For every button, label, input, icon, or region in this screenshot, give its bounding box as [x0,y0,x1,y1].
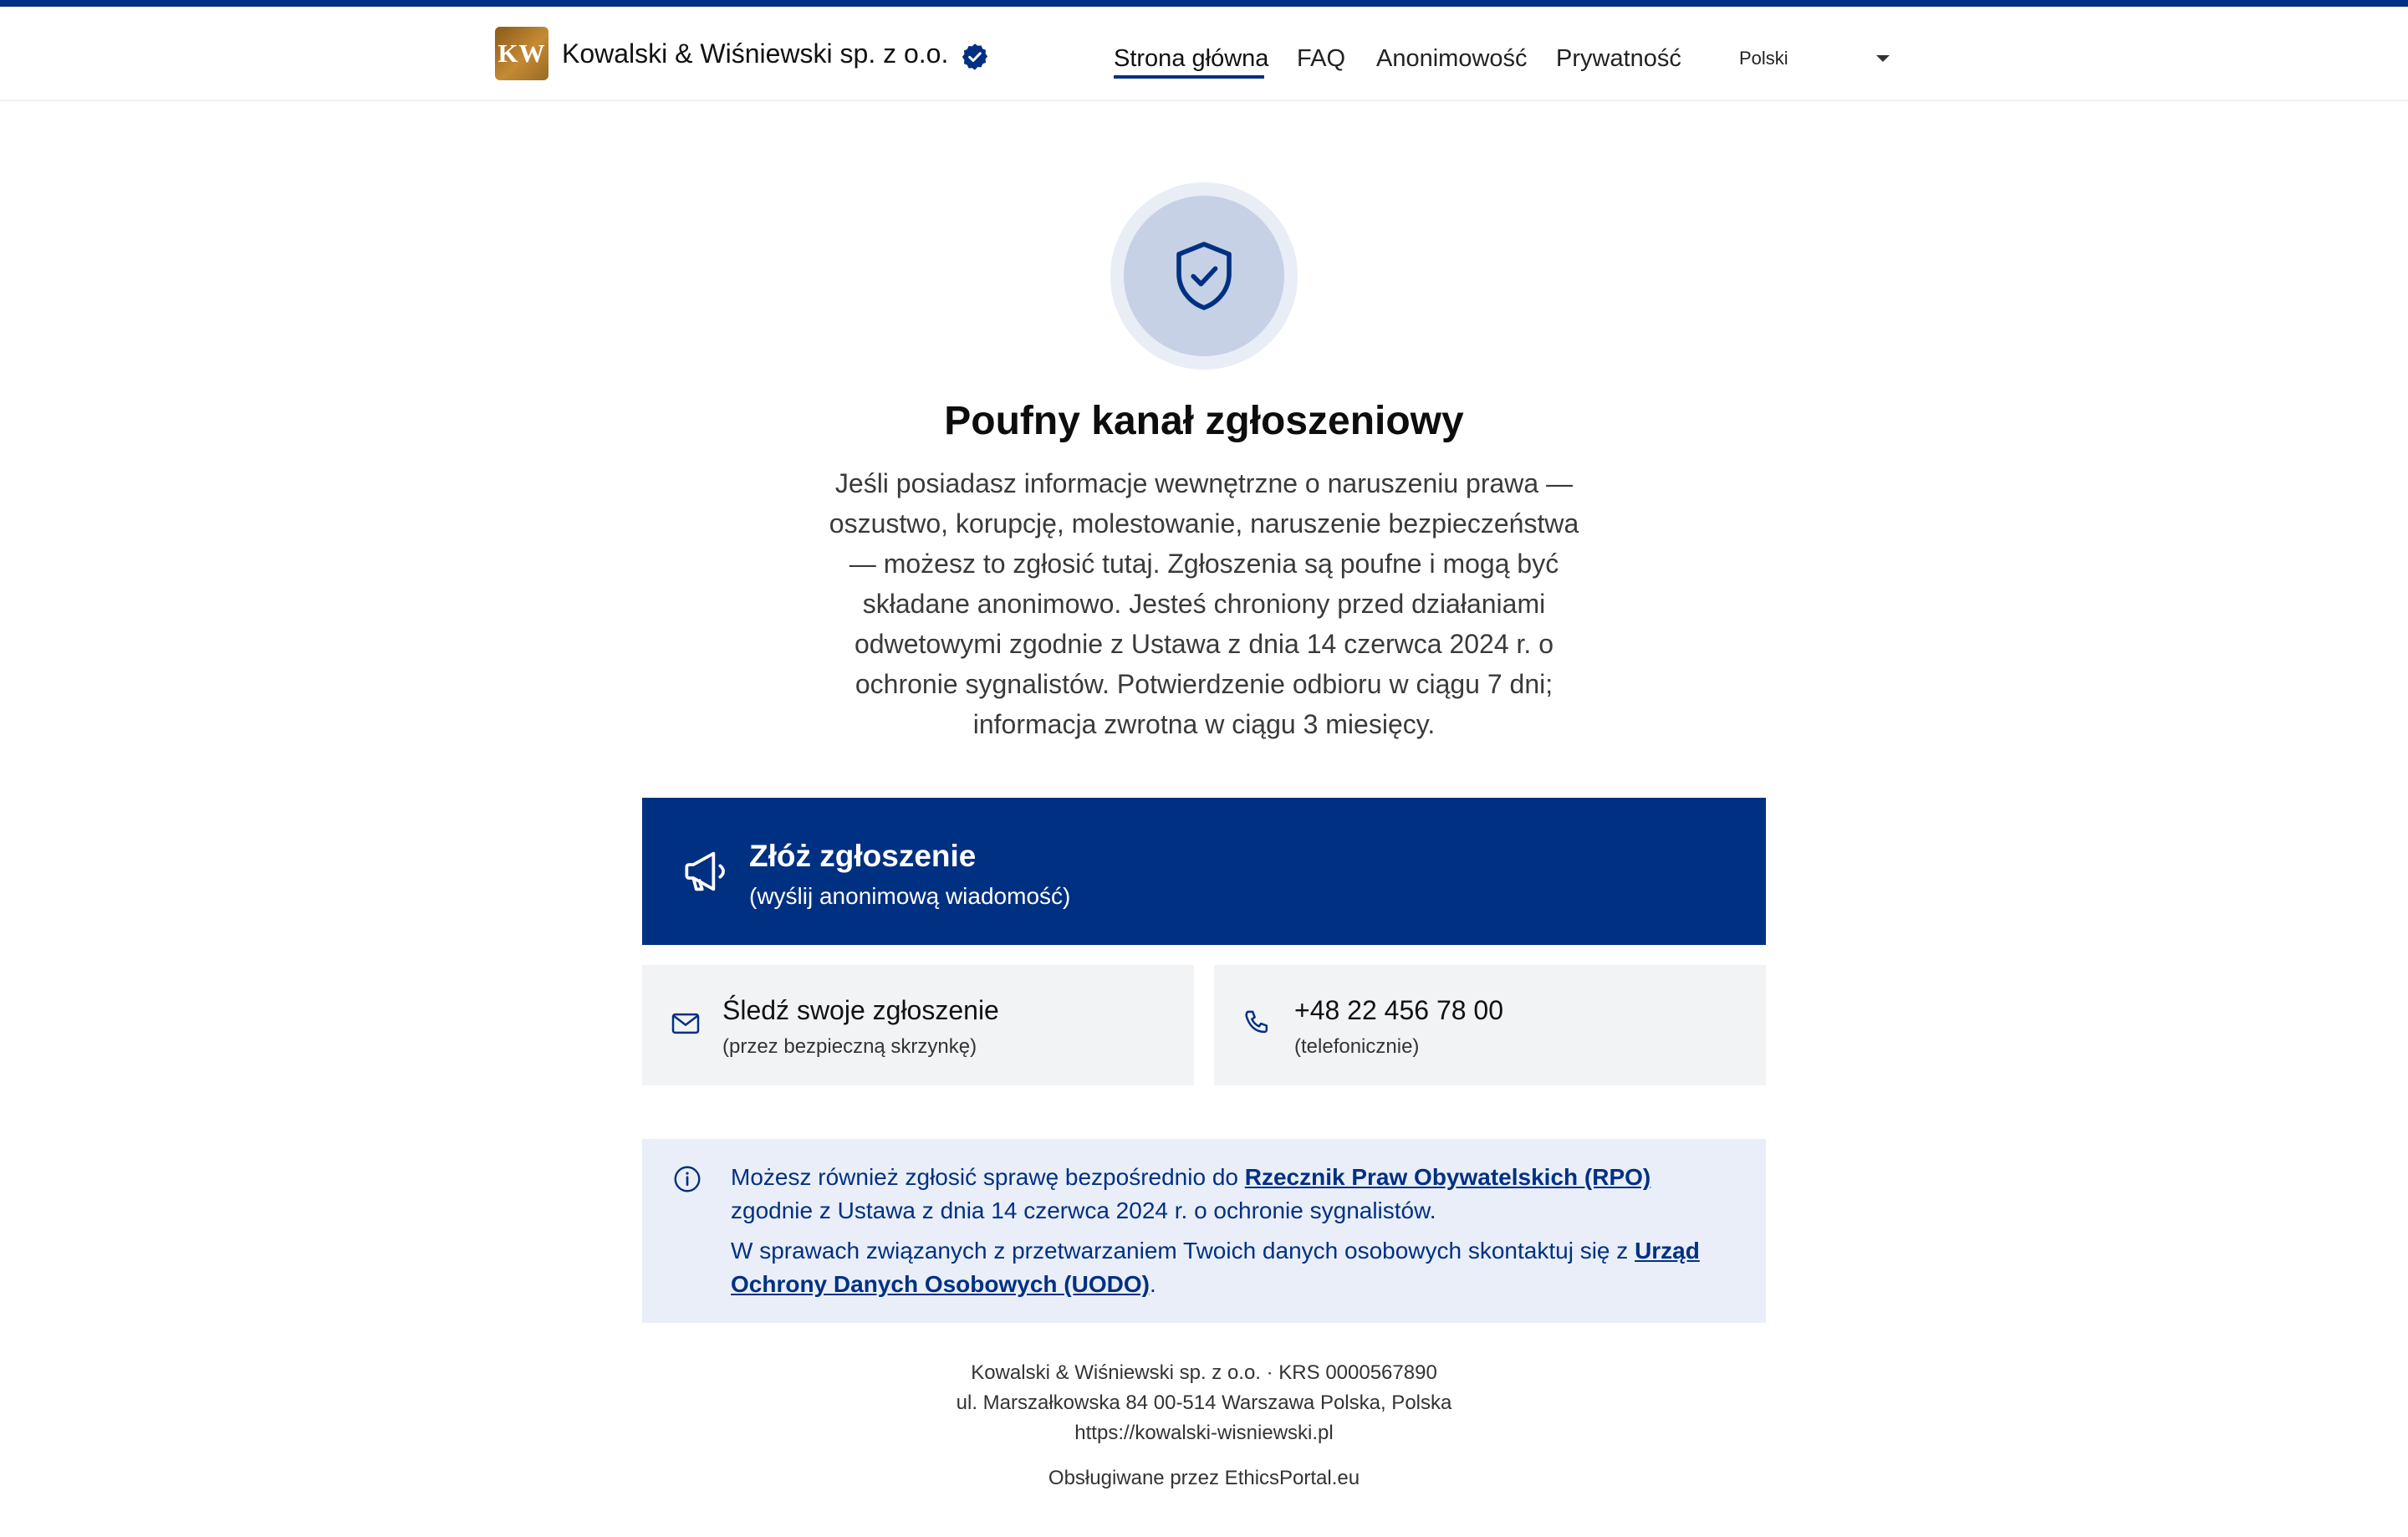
notice-uodo-text: W sprawach związanych z przetwarzaniem Twoich danych osobowych skontaktuj się z [731,1238,1635,1264]
shield-check-icon [1164,236,1244,316]
uodo-link[interactable]: Urząd Ochrony Danych Osobowych (UODO) [731,1238,1700,1297]
hero-icon-inner [1124,196,1284,356]
megaphone-icon [679,845,732,898]
notice-rpo-paragraph [731,1161,1734,1228]
submit-report-title: Złóż zgłoszenie [749,839,977,873]
site-header [0,7,2408,101]
nav-privacy[interactable]: Prywatność [1556,45,1681,72]
language-select-value: Polski [1739,48,1788,69]
nav-active-underline [1114,75,1264,79]
notice-rpo-text-end: zgodnie z Ustawa z dnia 14 czerwca 2024 r. o ochronie sygnalistów. [731,1197,1436,1223]
notice-uodo-paragraph [731,1234,1734,1301]
top-accent-bar [0,0,2408,7]
external-channels-notice [642,1139,1766,1323]
company-logo[interactable]: KW [495,27,548,80]
phone-icon [1241,1007,1274,1040]
nav-anonymity[interactable]: Anonimowość [1376,45,1528,72]
footer-powered-by[interactable]: Obsługiwane przez EthicsPortal.eu [1048,1467,1360,1489]
notice-uodo-text-end: . [1149,1271,1156,1297]
phone-report-number: +48 22 456 78 00 [1294,995,1504,1025]
phone-report-subtitle: (telefonicznie) [1294,1035,1420,1058]
footer-address: ul. Marszałkowska 84 00-514 Warszawa Polska, Polska [956,1391,1452,1414]
footer-website-link[interactable]: https://kowalski-wisniewski.pl [1074,1422,1334,1444]
envelope-icon [669,1007,702,1040]
hero-icon-badge [1110,182,1298,370]
page-description: Jeśli posiadasz informacje wewnętrzne o naruszeniu prawa — oszustwo, korupcję, molestowanie, naruszenie bezpieczeństwa — możesz to zgłosić tutaj. Zgłoszenia są poufne i mogą być składane anonimowo. Jesteś chroniony przed działaniami odwetowymi zgodnie z Ustawa z dnia 14 czerwca 2024 r. o ochronie sygnalistów. Potwierdzenie odbioru w ciągu 7 dni; informacja zwrotna w ciągu 3 miesięcy. [829,468,1579,739]
info-icon [672,1164,702,1194]
track-report-subtitle: (przez bezpieczną skrzynkę) [722,1035,977,1058]
chevron-down-icon [1876,55,1890,62]
company-name: Kowalski & Wiśniewski sp. z o.o. [562,38,949,69]
track-report-button[interactable] [642,965,1194,1085]
track-report-title: Śledź swoje zgłoszenie [722,995,999,1025]
verified-badge-icon [960,42,990,72]
page-title: Poufny kanał zgłoszeniowy [944,399,1464,443]
notice-rpo-text: Możesz również zgłosić sprawę bezpośrednio do [731,1164,1245,1190]
nav-home[interactable]: Strona główna [1114,45,1269,72]
submit-report-subtitle: (wyślij anonimową wiadomość) [749,883,1071,909]
notice-text [731,1161,1734,1301]
rpo-link[interactable]: Rzecznik Praw Obywatelskich (RPO) [1244,1164,1651,1190]
site-footer [786,1358,1622,1494]
submit-report-button[interactable] [642,798,1766,945]
footer-company-line: Kowalski & Wiśniewski sp. z o.o. · KRS 0000567890 [971,1361,1437,1384]
language-select[interactable] [1739,43,1890,74]
nav-faq[interactable]: FAQ [1297,45,1346,72]
phone-report-button[interactable] [1214,965,1766,1085]
